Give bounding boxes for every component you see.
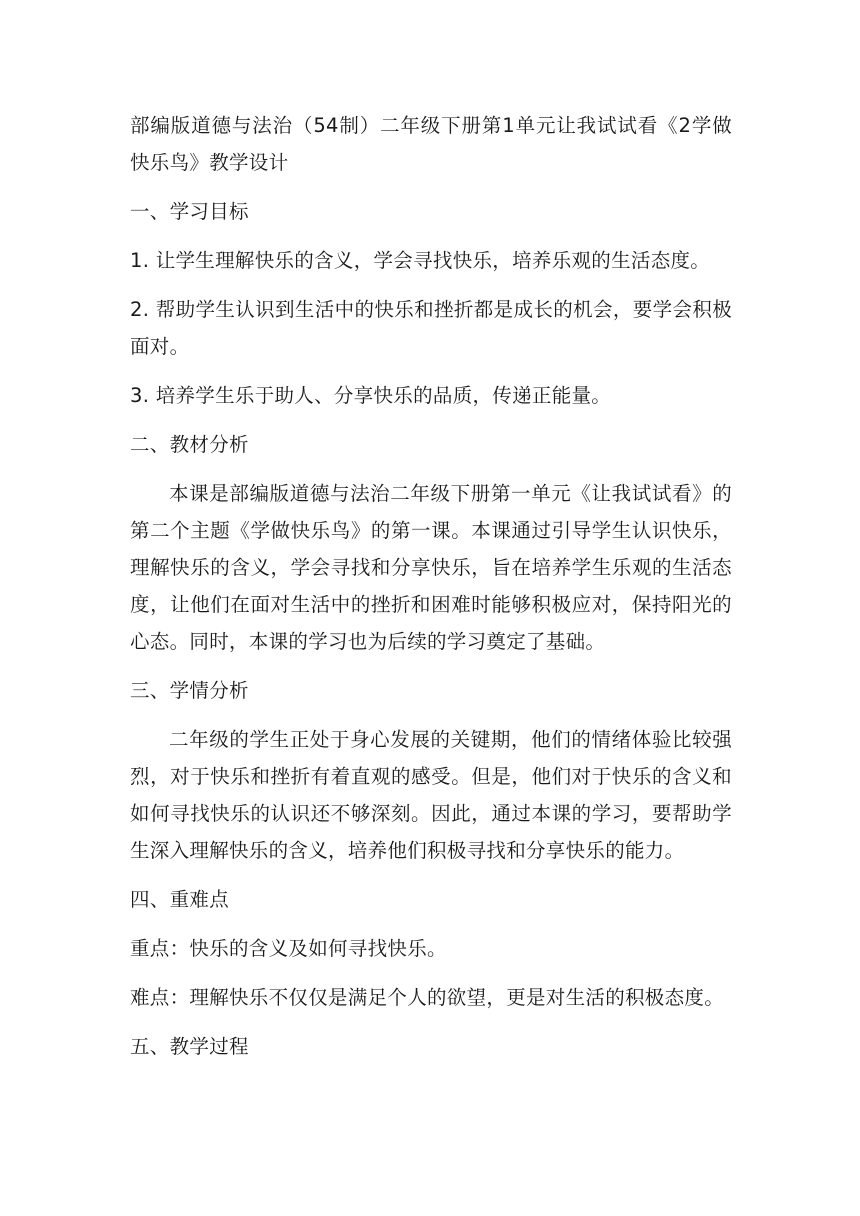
section-heading-learner-analysis: 三、学情分析 <box>130 679 249 702</box>
key-point-text: 重点：快乐的含义及如何寻找快乐。 <box>130 937 447 960</box>
section-heading-key-points: 四、重难点 <box>130 888 230 911</box>
objective-item-2: 2. 帮助学生认识到生活中的快乐和挫折都是成长的机会，要学会积极面对。 <box>130 298 732 358</box>
document-page <box>130 107 732 1077</box>
material-analysis-body: 本课是部编版道德与法治二年级下册第一单元《让我试试看》的第二个主题《学做快乐鸟》的第一课。本课通过引导学生认识快乐，理解快乐的含义，学会寻找和分享快乐，旨在培养学生乐观的生活态度，让他们在面对生活中的挫折和困难时能够积极应对，保持阳光的心态。同时，本课的学习也为后续的学习奠定了基础。 <box>130 482 732 653</box>
document-title: 部编版道德与法治（54制）二年级下册第1单元让我试试看《2学做快乐鸟》教学设计 <box>130 114 732 174</box>
section-heading-material-analysis: 二、教材分析 <box>130 433 249 456</box>
objective-item-3: 3. 培养学生乐于助人、分享快乐的品质，传递正能量。 <box>130 384 612 407</box>
difficult-point-text: 难点：理解快乐不仅仅是满足个人的欲望，更是对生活的积极态度。 <box>130 986 725 1009</box>
learner-analysis-body: 二年级的学生正处于身心发展的关键期，他们的情绪体验比较强烈，对于快乐和挫折有着直观的感受。但是，他们对于快乐的含义和如何寻找快乐的认识还不够深刻。因此，通过本课的学习，要帮助学生深入理解快乐的含义，培养他们积极寻找和分享快乐的能力。 <box>130 728 732 862</box>
section-heading-objectives: 一、学习目标 <box>130 200 249 223</box>
section-heading-teaching-process: 五、教学过程 <box>130 1035 249 1058</box>
objective-item-1: 1. 让学生理解快乐的含义，学会寻找快乐，培养乐观的生活态度。 <box>130 249 711 272</box>
